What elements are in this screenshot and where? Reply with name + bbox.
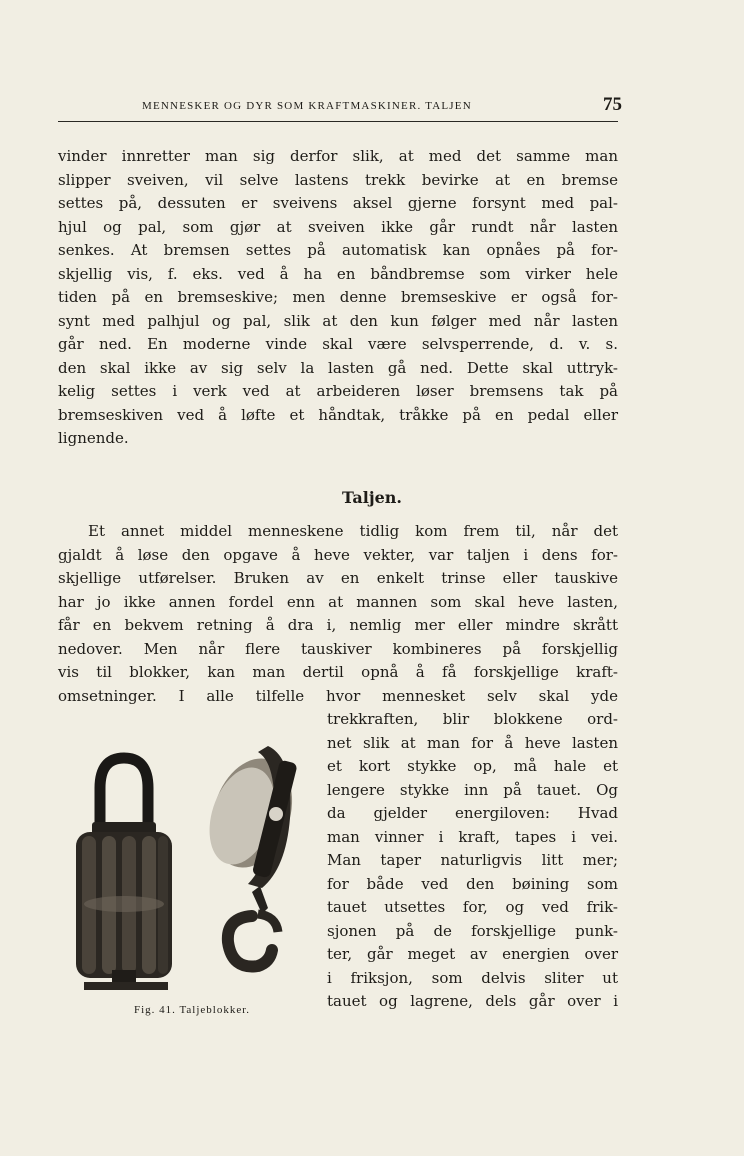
- section-heading: Taljen.: [342, 488, 402, 507]
- text-line: slipper sveiven, vil selve lastens trekk bevirke at en bremse: [58, 170, 618, 189]
- text-line: trekkraften, blir blokkene ord-: [327, 710, 618, 728]
- text-line: skjellige utførelser. Bruken av en enkelt trinse eller tauskive: [58, 569, 618, 587]
- text-line: for både ved den bøining som: [327, 874, 618, 893]
- text-line: lengere stykke inn på tauet. Og: [327, 780, 618, 799]
- text-line: omsetninger. I alle tilfelle hvor mennesket selv skal yde: [58, 686, 618, 705]
- text-line: den skal ikke av sig selv la lasten gå ned. Dette skal uttryk-: [58, 358, 618, 377]
- text-line: vis til blokker, kan man dertil opnå å få forskjellige kraft-: [58, 663, 618, 681]
- page-number: 75: [603, 94, 622, 115]
- text-line: gjaldt å løse den opgave å heve vekter, var taljen i dens for-: [58, 545, 618, 564]
- text-line: sjonen på de forskjellige punk-: [327, 921, 618, 940]
- text-line: net slik at man for å heve lasten: [327, 733, 618, 752]
- text-line: bremseskiven ved å løfte et håndtak, tråkke på en pedal eller: [58, 405, 618, 424]
- text-line: i friksjon, som delvis sliter ut: [327, 968, 618, 987]
- text-line: ter, går meget av energien over: [327, 945, 618, 963]
- header-rule: [58, 121, 618, 122]
- text-line: Et annet middel menneskene tidlig kom frem til, når det: [88, 522, 618, 540]
- text-line: tiden på en bremseskive; men denne bremseskive er også for-: [58, 288, 618, 306]
- figure-caption: Fig. 41. Taljeblokker.: [133, 1004, 251, 1016]
- paragraph-beside-figure: [327, 708, 618, 1014]
- text-line: vinder innretter man sig derfor slik, at med det samme man: [58, 147, 618, 165]
- text-line: har jo ikke annen fordel enn at mannen som skal heve lasten,: [58, 592, 618, 611]
- text-line: skjellig vis, f. eks. ved å ha en båndbremse som virker hele: [58, 264, 618, 283]
- text-line: man vinner i kraft, tapes i vei.: [327, 827, 618, 846]
- text-line: et kort stykke op, må hale et: [327, 757, 618, 775]
- text-line: lignende.: [58, 429, 129, 447]
- text-line: synt med palhjul og pal, slik at den kun følger med når lasten: [58, 311, 618, 330]
- pulley-blocks-illustration: [72, 718, 314, 1018]
- single-sheave-hook-block: [198, 746, 305, 967]
- text-line: kelig settes i verk ved at arbeideren løser bremsens tak på: [58, 382, 618, 400]
- text-line: tauet utsettes for, og ved frik-: [327, 898, 618, 916]
- text-line: settes på, dessuten er sveivens aksel gjerne forsynt med pal-: [58, 194, 618, 212]
- running-title: MENNESKER OG DYR SOM KRAFTMASKINER. TALJEN: [142, 100, 472, 112]
- text-line: da gjelder energiloven: Hvad: [327, 804, 618, 822]
- text-line: nedover. Men når flere tauskiver kombineres på forskjellig: [58, 639, 618, 658]
- multi-sheave-block: [76, 758, 172, 990]
- text-line: går ned. En moderne vinde skal være selvsperrende, d. v. s.: [58, 335, 618, 353]
- text-line: Man taper naturligvis litt mer;: [327, 851, 618, 869]
- paragraph-taljen: [58, 520, 618, 708]
- text-line: tauet og lagrene, dels går over i: [327, 992, 618, 1010]
- text-line: får en bekvem retning å dra i, nemlig mer eller mindre skrått: [58, 616, 618, 634]
- paragraph-winch-brake: [58, 145, 618, 451]
- text-line: hjul og pal, som gjør at sveiven ikke går rundt når lasten: [58, 217, 618, 236]
- text-line: senkes. At bremsen settes på automatisk kan opnåes på for-: [58, 241, 618, 259]
